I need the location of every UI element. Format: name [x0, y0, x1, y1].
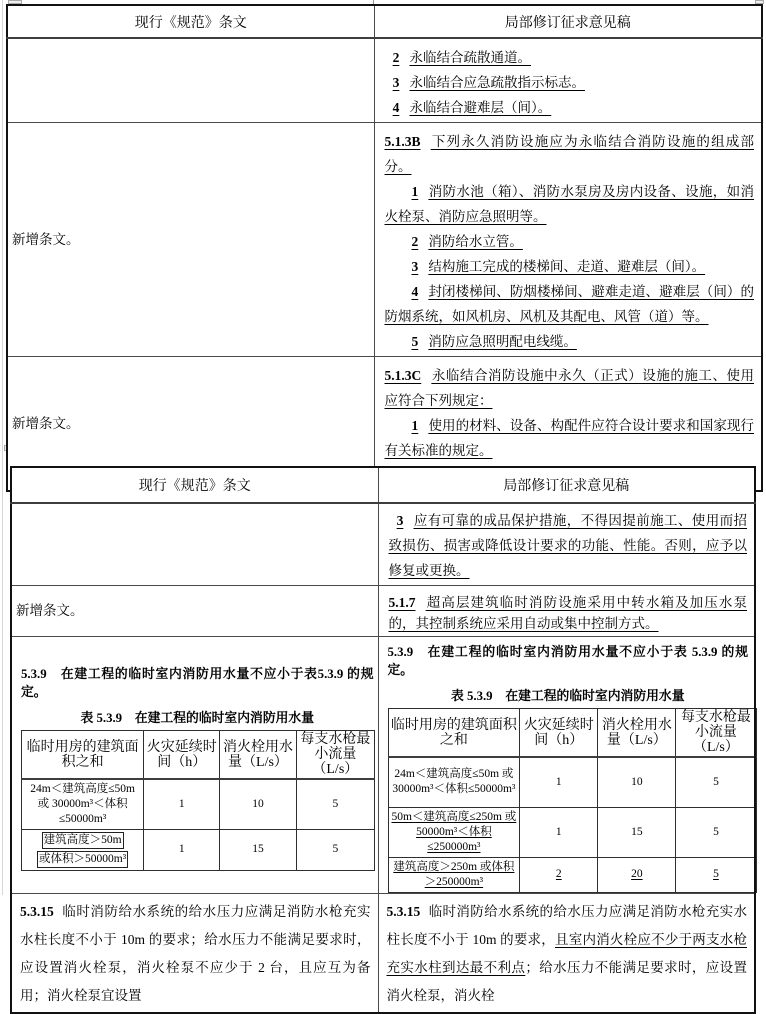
condition-text: 50m＜建筑高度≤250m 或 50000m³＜体积≤250000m³ [391, 810, 517, 853]
paragraph-text: 永临结合应急疏散指示标志。 [409, 75, 585, 90]
new-clause-label: 新增条文。 [16, 603, 84, 618]
provision-paragraph [385, 70, 755, 95]
water-table-row [388, 757, 756, 807]
water-table-header-row [388, 709, 756, 758]
clause-5-3-9: 5.3.9 在建工程的临时室内消防用水量不应小于表 5.3.9 的规定。 [387, 645, 748, 677]
paragraph-text: 使用的材料、设备、构配件应符合设计要求和国家现行有关标准的规定。 [384, 418, 754, 458]
page-margin-line [2, 0, 3, 895]
clause-5-3-9: 5.3.9 在建工程的临时室内消防用水量不应小于表5.3.9 的规定。 [21, 667, 374, 699]
boxed-revision-text: 建筑高度＞50m [42, 832, 124, 849]
provision-paragraph [385, 179, 755, 229]
water-table-header-cell: 火灾延续时间（h） [520, 709, 598, 758]
paragraph-text: 消防应急照明配电线缆。 [428, 334, 577, 349]
paragraph-text: 永临结合消防设施中永久（正式）设施的施工、使用应符合下列规定： [384, 368, 754, 408]
value-cell: 1 [520, 807, 598, 857]
value-cell: 10 [220, 779, 296, 829]
current-provision-cell [11, 586, 378, 637]
value-cell: 5 [676, 857, 756, 892]
water-table-header-cell: 每支水枪最小流量（L/s） [676, 709, 756, 758]
value-cell: 5 [676, 757, 756, 807]
value-cell: 5 [296, 779, 374, 829]
water-table-header-cell: 消火栓用水量（L/s） [598, 709, 676, 758]
value-cell: 1 [144, 829, 220, 870]
clause-number: 2 [411, 234, 419, 249]
clause-number: 5.3.15 [386, 903, 421, 919]
paragraph-text: 应有可靠的成品保护措施，不得因提前施工、使用而招致损伤、损害或降低设计要求的功能、性能。否则，应予以修复或更换。 [388, 513, 747, 578]
water-quantity-table [388, 708, 757, 893]
water-table-header-cell: 临时用房的建筑面积之和 [388, 709, 520, 758]
provision-paragraph [389, 590, 748, 634]
value-cell: 1 [144, 779, 220, 829]
building-area-cell [22, 779, 144, 829]
paragraph-text: 结构施工完成的楼梯间、走道、避难层（间）。 [428, 259, 706, 274]
current-provision-cell [7, 123, 374, 357]
value-cell: 10 [598, 757, 676, 807]
provision-paragraph [20, 896, 371, 1010]
water-table-header-cell: 临时用房的建筑面积之和 [22, 731, 144, 780]
revision-draft-cell [378, 637, 755, 894]
table-row [11, 893, 755, 1013]
comparison-table-bottom [10, 466, 756, 1014]
water-table-title: 表 5.3.9 在建工程的临时室内消防用水量 [450, 689, 685, 703]
clause-number: 5.3.15 [20, 903, 54, 919]
building-area-cell [388, 757, 520, 807]
paragraph-text: ；给水压力不能满足要求时，应设置消火栓泵，消火栓 [386, 959, 748, 1003]
building-area-cell [388, 807, 520, 857]
current-provision-cell [7, 38, 374, 123]
provision-paragraph [385, 45, 755, 70]
provision-paragraph [385, 329, 755, 354]
clause-number: 5.1.7 [388, 595, 416, 610]
table-row [7, 38, 762, 123]
paragraph-text: 封闭楼梯间、防烟楼梯间、避难走道、避难层（间）的防烟系统，如风机房、风机及其配电、风管（道）等。 [384, 284, 754, 324]
current-provision-cell [11, 503, 378, 586]
current-provision-cell [11, 637, 378, 894]
clause-number: 1 [411, 184, 419, 199]
provision-paragraph [385, 229, 755, 254]
value-cell: 2 [520, 857, 598, 892]
revision-draft-cell [374, 38, 762, 123]
paragraph-text: 消防水池（箱）、消防水泵房及房内设备、设施，如消火栓泵、消防应急照明等。 [384, 184, 754, 224]
clause-number: 5.1.3B [384, 134, 421, 149]
clause-number: 5 [411, 334, 419, 349]
provision-paragraph [385, 95, 755, 120]
revision-draft-header: 局部修订征求意见稿 [378, 467, 755, 503]
water-table-title: 表 5.3.9 在建工程的临时室内消防用水量 [80, 711, 315, 725]
paragraph-text: 且室内消火栓应不少于两支水枪充实水柱到达最不利点 [386, 931, 747, 975]
provision-paragraph [385, 413, 755, 463]
clause-number: 1 [411, 418, 419, 433]
revision-draft-header: 局部修订征求意见稿 [374, 5, 762, 38]
comparison-table-top [6, 4, 763, 492]
table-header-row [7, 5, 762, 38]
building-area-cell [388, 857, 520, 892]
paragraph-text: 下列永久消防设施应为永临结合消防设施的组成部分。 [384, 134, 754, 174]
water-table-header-cell: 消火栓用水量（L/s） [220, 731, 296, 780]
value-cell: 5 [676, 807, 756, 857]
revision-draft-cell [378, 893, 755, 1013]
new-clause-label: 新增条文。 [12, 231, 80, 247]
provision-paragraph [385, 363, 755, 413]
water-table-header-cell: 火灾延续时间（h） [144, 731, 220, 780]
provision-paragraph [387, 896, 748, 1010]
clause-number: 3 [411, 259, 419, 274]
current-provision-cell [11, 893, 378, 1013]
table-row [11, 503, 755, 586]
table-row [7, 123, 762, 357]
water-table-row [388, 857, 756, 892]
water-table-header-cell: 每支水枪最小流量（L/s） [296, 731, 374, 780]
boxed-revision-text: 或体积＞50000m³ [37, 851, 128, 868]
value-cell: 15 [598, 807, 676, 857]
clause-number: 3 [396, 513, 404, 528]
revision-draft-cell [378, 586, 755, 637]
clause-number: 2 [392, 50, 400, 65]
table-row [11, 586, 755, 637]
value-cell: 15 [220, 829, 296, 870]
new-clause-label: 新增条文。 [12, 415, 80, 431]
current-code-header: 现行《规范》条文 [11, 467, 378, 503]
clause-number: 5.1.3C [384, 368, 422, 383]
water-table-row [22, 779, 375, 829]
building-area-cell [22, 829, 144, 870]
table-header-row [11, 467, 755, 503]
condition-text: 24m＜建筑高度≤50m 或 30000m³＜体积≤50000m³ [392, 768, 516, 796]
clause-number: 3 [392, 75, 400, 90]
provision-paragraph [385, 254, 755, 279]
provision-paragraph [389, 508, 748, 583]
current-code-header: 现行《规范》条文 [7, 5, 374, 38]
water-table-header-row [22, 731, 375, 780]
paragraph-text: 永临结合疏散通道。 [409, 50, 531, 65]
value-cell: 1 [520, 757, 598, 807]
condition-text: 建筑高度＞250m 或体积＞250000m³ [393, 860, 515, 888]
clause-number: 4 [411, 284, 419, 299]
revision-draft-cell [378, 503, 755, 586]
water-table-row [388, 807, 756, 857]
table-row [11, 637, 755, 894]
water-table-row [22, 829, 375, 870]
paragraph-text: 消防给水立管。 [428, 234, 523, 249]
paragraph-text: 永临结合避难层（间）。 [409, 100, 552, 115]
value-cell: 20 [598, 857, 676, 892]
paragraph-text: 临时消防给水系统的给水压力应满足消防水枪充实水柱长度不小于 10m 的要求；给水压力不能满足要求时，应设置消火栓泵，消火栓泵不应少于 2 台，且应互为备用；消火栓泵宜设置 [20, 903, 371, 1003]
provision-paragraph [385, 279, 755, 329]
water-quantity-table [21, 730, 375, 871]
paragraph-text: 临时消防给水系统的给水压力应满足消防水枪充实水柱长度不小于 10m 的要求， [386, 903, 747, 947]
condition-text: 24m＜建筑高度≤50m 或 30000m³＜体积≤50000m³ [30, 782, 135, 825]
provision-paragraph [385, 129, 755, 179]
clause-number: 4 [392, 100, 400, 115]
paragraph-text: 超高层建筑临时消防设施采用中转水箱及加压水泵的，其控制系统应采用自动或集中控制方式。 [388, 595, 747, 631]
value-cell: 5 [296, 829, 374, 870]
revision-draft-cell [374, 123, 762, 357]
